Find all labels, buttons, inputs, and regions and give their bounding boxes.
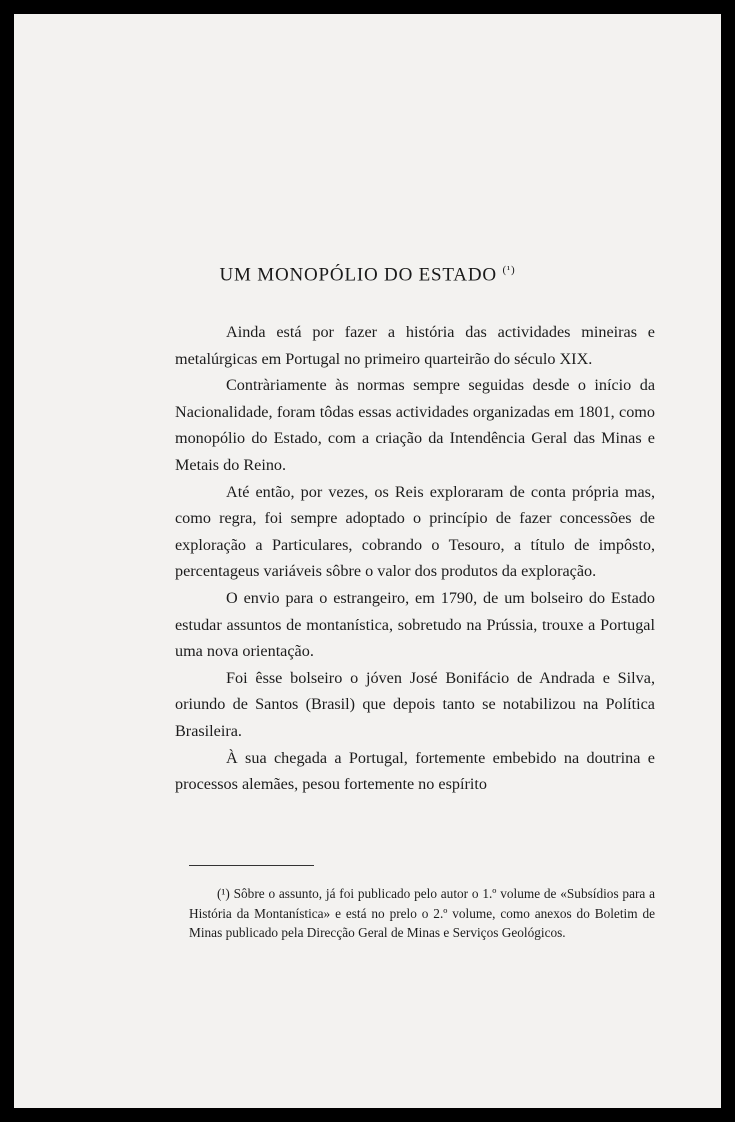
paragraph: O envio para o estrangeiro, em 1790, de um bolseiro do Estado estudar assuntos de montanística, sobretudo na Prússia, trouxe a Portugal uma nova orientação. xyxy=(175,588,655,661)
footnote-text: Sôbre o assunto, já foi publicado pelo autor o 1.º volume de «Subsídios para a História da Montanística» e está no prelo o 2.º volume, como anexos do Boletim de Minas publicado pela Direcção Geral de Minas e Serviços Geológicos. xyxy=(189,886,655,940)
page-title xyxy=(14,264,721,286)
title-footnote-mark: (¹) xyxy=(502,264,516,276)
footnote-mark: (¹) xyxy=(217,886,230,901)
paragraph: Até então, por vezes, os Reis exploraram de conta própria mas, como regra, foi sempre adoptado o princípio de fazer concessões de exploração a Particulares, cobrando o Tesouro, a título de impôsto, percentageus variáveis sôbre o valor dos produtos da exploração. xyxy=(175,482,655,581)
title-text: UM MONOPÓLIO DO ESTADO xyxy=(219,264,497,286)
document-page xyxy=(14,14,721,1108)
body-text xyxy=(175,319,655,798)
paragraph: Contràriamente às normas sempre seguidas desde o início da Nacionalidade, foram tôdas essas actividades organizadas em 1801, como monopólio do Estado, com a criação da Intendência Geral das Minas e Metais do Reino. xyxy=(175,376,655,474)
paragraph: Foi êsse bolseiro o jóven José Bonifácio de Andrada e Silva, oriundo de Santos (Brasil) que depois tanto se notabilizou na Política Brasileira. xyxy=(175,668,655,740)
paragraph: Ainda está por fazer a história das actividades mineiras e metalúrgicas em Portugal no primeiro quarteirão do século XIX. xyxy=(175,323,655,368)
paragraph: À sua chegada a Portugal, fortemente embebido na doutrina e processos alemães, pesou fortemente no espírito xyxy=(175,748,655,794)
footnote xyxy=(189,884,655,943)
footnote-divider xyxy=(189,865,314,866)
